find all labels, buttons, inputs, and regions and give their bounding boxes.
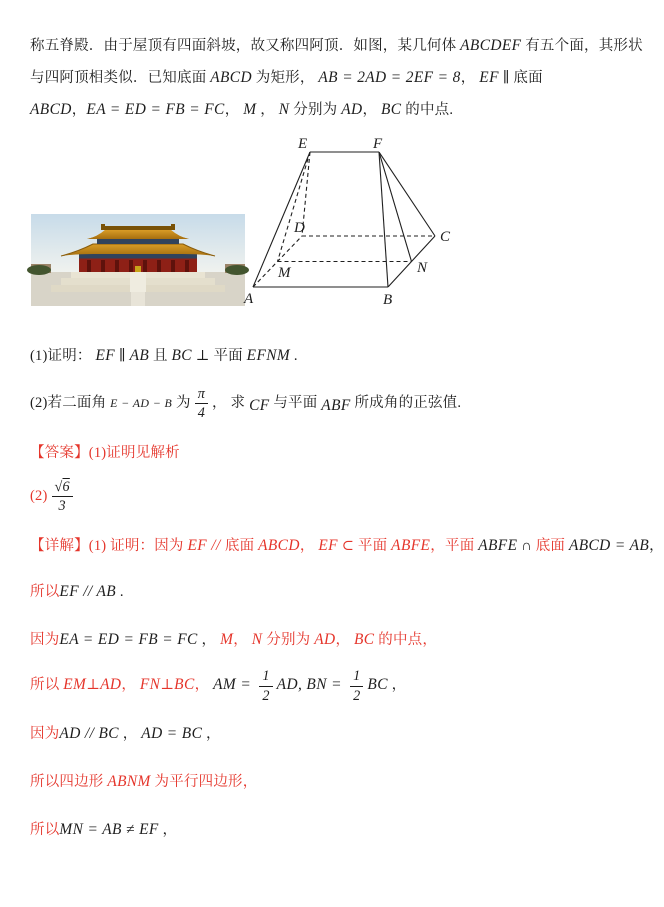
intro-line-1: 称五脊殿．由于屋顶有四面斜坡，故又称四阿顶．如图，某几何体 ABCDEF 有五个面，其形状: [30, 37, 643, 54]
segment-FN: [379, 152, 412, 262]
figure-row: [30, 136, 616, 320]
vertex-label-B: B: [383, 292, 393, 308]
geometry-diagram: [238, 136, 468, 316]
answer-line-2: (2) $\frac{√6}{3}$: [30, 479, 616, 515]
vertex-label-M: M: [278, 265, 291, 281]
solution-step-1: 【详解】(1) 证明：因为 EF // 底面 ABCD， EF ⊂ 平面 ABFE，平面 ABFE ∩ 底面 ABCD = AB，: [30, 537, 664, 555]
intro-line-2: 与四阿顶相类似．已知底面 ABCD 为矩形， AB = 2AD = 2EF = 8， EF ∥ 底面: [30, 69, 543, 86]
vertex-label-D: D: [294, 220, 305, 236]
solution-step-2: 所以EF // AB .: [30, 583, 124, 601]
vertex-label-A: A: [244, 291, 254, 307]
edge-FC: [379, 152, 435, 236]
answer-line-1: 【答案】(1)证明见解析: [30, 444, 180, 461]
intro-line-3: ABCD，EA = ED = FB = FC， M ， N 分别为 AD， BC 的中点.: [30, 101, 454, 118]
palace-photo-image: [31, 214, 245, 306]
edge-FB: [379, 152, 388, 287]
solution-step-3: 因为EA = ED = FB = FC ， M， N 分别为 AD， BC 的中点，: [30, 631, 438, 649]
solution-step-6: 所以四边形 ABNM 为平行四边形，: [30, 772, 258, 790]
question-2: (2)若二面角 E − AD − B 为 $\frac{\pi}{4}$ ， 求 CF 与平面 ABF 所成角的正弦值.: [30, 386, 462, 422]
vertex-label-E: E: [298, 136, 308, 152]
vertex-label-N: N: [417, 260, 428, 276]
problem-intro: [30, 30, 643, 126]
question-1: (1)证明： EF ∥ AB 且 BC ⊥ 平面 EFNM .: [30, 347, 298, 364]
solution-step-5: 因为AD // BC ， AD = BC ，: [30, 724, 221, 742]
vertex-label-C: C: [440, 229, 451, 245]
solution-step-7: 所以MN = AB ≠ EF ，: [30, 820, 178, 838]
solution-step-4: 所以 EM⊥AD， FN⊥BC， AM = $\frac{1}{2}$ AD, BN = $\frac{1}{2}$ BC ，: [30, 668, 407, 704]
vertex-label-F: F: [373, 136, 383, 152]
